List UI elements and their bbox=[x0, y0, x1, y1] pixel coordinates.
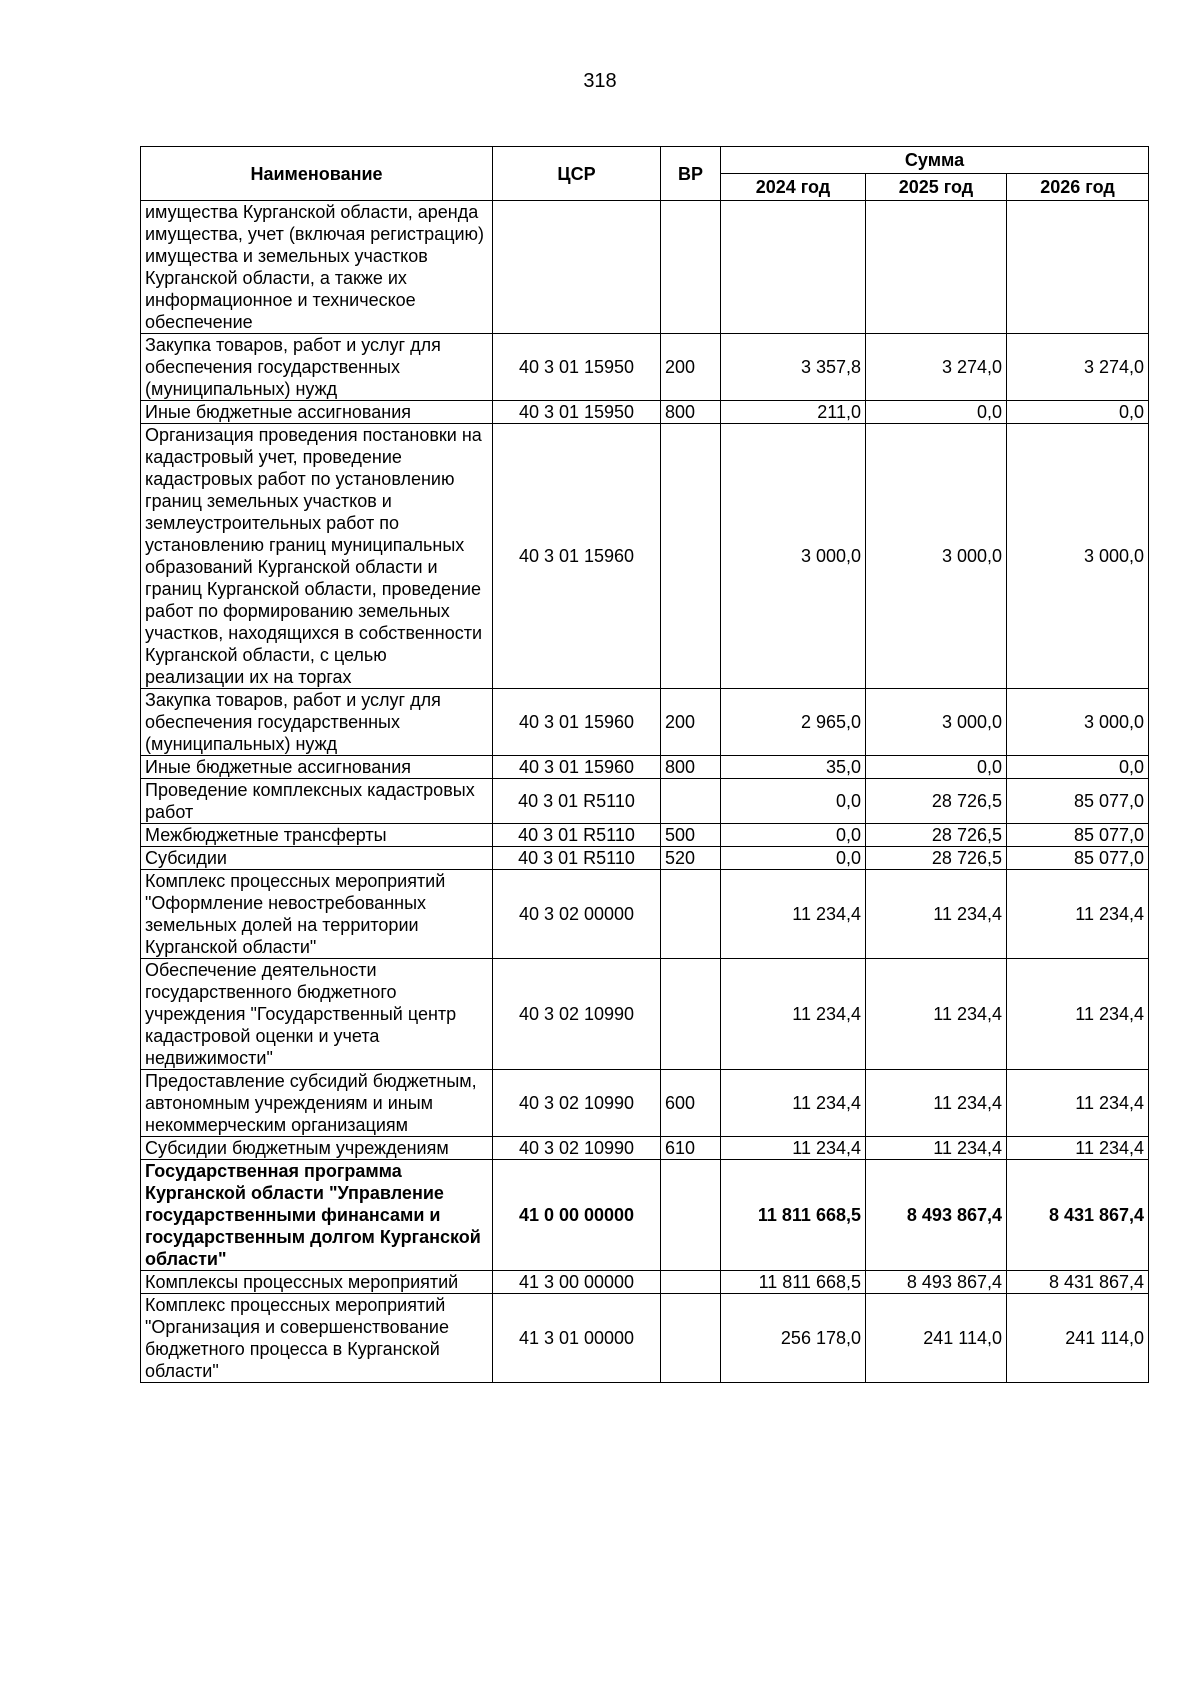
table-row bbox=[141, 1294, 1149, 1383]
cell-vr bbox=[661, 424, 721, 689]
cell-vr: 520 bbox=[661, 847, 721, 870]
header-csr: ЦСР bbox=[493, 147, 661, 201]
table-row bbox=[141, 756, 1149, 779]
table-row bbox=[141, 959, 1149, 1070]
cell-2026: 8 431 867,4 bbox=[1007, 1271, 1149, 1294]
cell-vr: 200 bbox=[661, 334, 721, 401]
cell-name: Государственная программа Курганской области "Управление государственными финансами и государственным долгом Курганской области" bbox=[141, 1160, 493, 1271]
cell-name: Комплексы процессных мероприятий bbox=[141, 1271, 493, 1294]
cell-2025: 28 726,5 bbox=[866, 779, 1007, 824]
cell-2026: 3 000,0 bbox=[1007, 424, 1149, 689]
cell-vr: 600 bbox=[661, 1070, 721, 1137]
cell-csr: 40 3 02 10990 bbox=[493, 1137, 661, 1160]
table-row bbox=[141, 1137, 1149, 1160]
cell-vr: 800 bbox=[661, 756, 721, 779]
cell-csr: 40 3 02 10990 bbox=[493, 959, 661, 1070]
cell-name: Организация проведения постановки на кадастровый учет, проведение кадастровых работ по установлению границ земельных участков и землеустроительных работ по установлению границ муниципальных образований Курганской области и границ Курганской области, проведение работ по формированию земельных участков, находящихся в собственности Курганской области, с целью реализации их на торгах bbox=[141, 424, 493, 689]
cell-2025: 0,0 bbox=[866, 401, 1007, 424]
cell-csr: 41 3 01 00000 bbox=[493, 1294, 661, 1383]
cell-2026: 241 114,0 bbox=[1007, 1294, 1149, 1383]
cell-csr: 41 3 00 00000 bbox=[493, 1271, 661, 1294]
table-row bbox=[141, 689, 1149, 756]
cell-csr: 40 3 01 R5110 bbox=[493, 824, 661, 847]
cell-name: Субсидии bbox=[141, 847, 493, 870]
cell-csr: 40 3 01 15960 bbox=[493, 424, 661, 689]
cell-vr bbox=[661, 959, 721, 1070]
cell-2025: 3 000,0 bbox=[866, 689, 1007, 756]
cell-2025: 3 000,0 bbox=[866, 424, 1007, 689]
cell-2026: 85 077,0 bbox=[1007, 779, 1149, 824]
cell-vr: 500 bbox=[661, 824, 721, 847]
cell-2026: 85 077,0 bbox=[1007, 847, 1149, 870]
cell-2026: 11 234,4 bbox=[1007, 1070, 1149, 1137]
cell-2024: 256 178,0 bbox=[721, 1294, 866, 1383]
cell-2024: 11 811 668,5 bbox=[721, 1160, 866, 1271]
cell-csr: 40 3 01 15960 bbox=[493, 689, 661, 756]
table-row bbox=[141, 401, 1149, 424]
cell-csr: 40 3 01 15960 bbox=[493, 756, 661, 779]
cell-2025: 8 493 867,4 bbox=[866, 1271, 1007, 1294]
cell-2026: 11 234,4 bbox=[1007, 959, 1149, 1070]
cell-vr bbox=[661, 201, 721, 334]
table-row bbox=[141, 1271, 1149, 1294]
cell-vr bbox=[661, 1271, 721, 1294]
table-row bbox=[141, 870, 1149, 959]
cell-2025: 28 726,5 bbox=[866, 847, 1007, 870]
cell-2024: 0,0 bbox=[721, 847, 866, 870]
header-name: Наименование bbox=[141, 147, 493, 201]
cell-name: Иные бюджетные ассигнования bbox=[141, 756, 493, 779]
cell-csr: 40 3 02 00000 bbox=[493, 870, 661, 959]
cell-vr bbox=[661, 1160, 721, 1271]
cell-csr: 40 3 01 R5110 bbox=[493, 779, 661, 824]
cell-name: Иные бюджетные ассигнования bbox=[141, 401, 493, 424]
cell-2026: 85 077,0 bbox=[1007, 824, 1149, 847]
cell-2024: 0,0 bbox=[721, 779, 866, 824]
cell-2025: 8 493 867,4 bbox=[866, 1160, 1007, 1271]
cell-2026: 8 431 867,4 bbox=[1007, 1160, 1149, 1271]
table-row bbox=[141, 1160, 1149, 1271]
cell-2024: 11 811 668,5 bbox=[721, 1271, 866, 1294]
table-row bbox=[141, 1070, 1149, 1137]
header-year-2026: 2026 год bbox=[1007, 174, 1149, 201]
cell-2026: 3 274,0 bbox=[1007, 334, 1149, 401]
cell-2026: 0,0 bbox=[1007, 756, 1149, 779]
table-header bbox=[141, 147, 1149, 201]
header-year-2025: 2025 год bbox=[866, 174, 1007, 201]
cell-2024: 2 965,0 bbox=[721, 689, 866, 756]
cell-name: Комплекс процессных мероприятий "Оформление невостребованных земельных долей на территории Курганской области" bbox=[141, 870, 493, 959]
cell-2025: 11 234,4 bbox=[866, 1070, 1007, 1137]
table-row bbox=[141, 201, 1149, 334]
cell-2025 bbox=[866, 201, 1007, 334]
cell-name: Закупка товаров, работ и услуг для обеспечения государственных (муниципальных) нужд bbox=[141, 334, 493, 401]
cell-name: Обеспечение деятельности государственного бюджетного учреждения "Государственный центр кадастровой оценки и учета недвижимости" bbox=[141, 959, 493, 1070]
cell-name: Межбюджетные трансферты bbox=[141, 824, 493, 847]
table-row bbox=[141, 847, 1149, 870]
cell-2024: 0,0 bbox=[721, 824, 866, 847]
header-sum: Сумма bbox=[721, 147, 1149, 174]
cell-name: Проведение комплексных кадастровых работ bbox=[141, 779, 493, 824]
table-row bbox=[141, 824, 1149, 847]
cell-csr: 40 3 01 R5110 bbox=[493, 847, 661, 870]
cell-csr: 40 3 01 15950 bbox=[493, 334, 661, 401]
cell-name: Комплекс процессных мероприятий "Организация и совершенствование бюджетного процесса в Курганской области" bbox=[141, 1294, 493, 1383]
cell-2025: 11 234,4 bbox=[866, 959, 1007, 1070]
cell-2024 bbox=[721, 201, 866, 334]
cell-2026: 11 234,4 bbox=[1007, 1137, 1149, 1160]
cell-2024: 11 234,4 bbox=[721, 870, 866, 959]
cell-2024: 11 234,4 bbox=[721, 1137, 866, 1160]
cell-2025: 241 114,0 bbox=[866, 1294, 1007, 1383]
cell-name: Субсидии бюджетным учреждениям bbox=[141, 1137, 493, 1160]
cell-2026 bbox=[1007, 201, 1149, 334]
cell-vr: 610 bbox=[661, 1137, 721, 1160]
cell-2025: 11 234,4 bbox=[866, 870, 1007, 959]
header-year-2024: 2024 год bbox=[721, 174, 866, 201]
cell-2026: 3 000,0 bbox=[1007, 689, 1149, 756]
table-row bbox=[141, 424, 1149, 689]
header-vr: ВР bbox=[661, 147, 721, 201]
cell-name: Предоставление субсидий бюджетным, автономным учреждениям и иным некоммерческим организациям bbox=[141, 1070, 493, 1137]
cell-2025: 0,0 bbox=[866, 756, 1007, 779]
cell-csr: 40 3 02 10990 bbox=[493, 1070, 661, 1137]
table-row bbox=[141, 334, 1149, 401]
table-row bbox=[141, 779, 1149, 824]
cell-2025: 11 234,4 bbox=[866, 1137, 1007, 1160]
cell-2024: 11 234,4 bbox=[721, 959, 866, 1070]
cell-2024: 3 000,0 bbox=[721, 424, 866, 689]
page-number: 318 bbox=[583, 70, 617, 92]
cell-2026: 11 234,4 bbox=[1007, 870, 1149, 959]
cell-2026: 0,0 bbox=[1007, 401, 1149, 424]
cell-name: имущества Курганской области, аренда имущества, учет (включая регистрацию) имущества и земельных участков Курганской области, а также их информационное и техническое обеспечение bbox=[141, 201, 493, 334]
cell-vr bbox=[661, 870, 721, 959]
cell-vr bbox=[661, 1294, 721, 1383]
cell-vr bbox=[661, 779, 721, 824]
cell-csr bbox=[493, 201, 661, 334]
cell-2024: 3 357,8 bbox=[721, 334, 866, 401]
cell-2024: 211,0 bbox=[721, 401, 866, 424]
cell-2024: 35,0 bbox=[721, 756, 866, 779]
cell-2024: 11 234,4 bbox=[721, 1070, 866, 1137]
cell-vr: 800 bbox=[661, 401, 721, 424]
cell-2025: 28 726,5 bbox=[866, 824, 1007, 847]
table-body bbox=[141, 201, 1149, 1383]
cell-csr: 41 0 00 00000 bbox=[493, 1160, 661, 1271]
budget-table bbox=[140, 146, 1149, 1383]
cell-csr: 40 3 01 15950 bbox=[493, 401, 661, 424]
cell-2025: 3 274,0 bbox=[866, 334, 1007, 401]
cell-vr: 200 bbox=[661, 689, 721, 756]
cell-name: Закупка товаров, работ и услуг для обеспечения государственных (муниципальных) нужд bbox=[141, 689, 493, 756]
